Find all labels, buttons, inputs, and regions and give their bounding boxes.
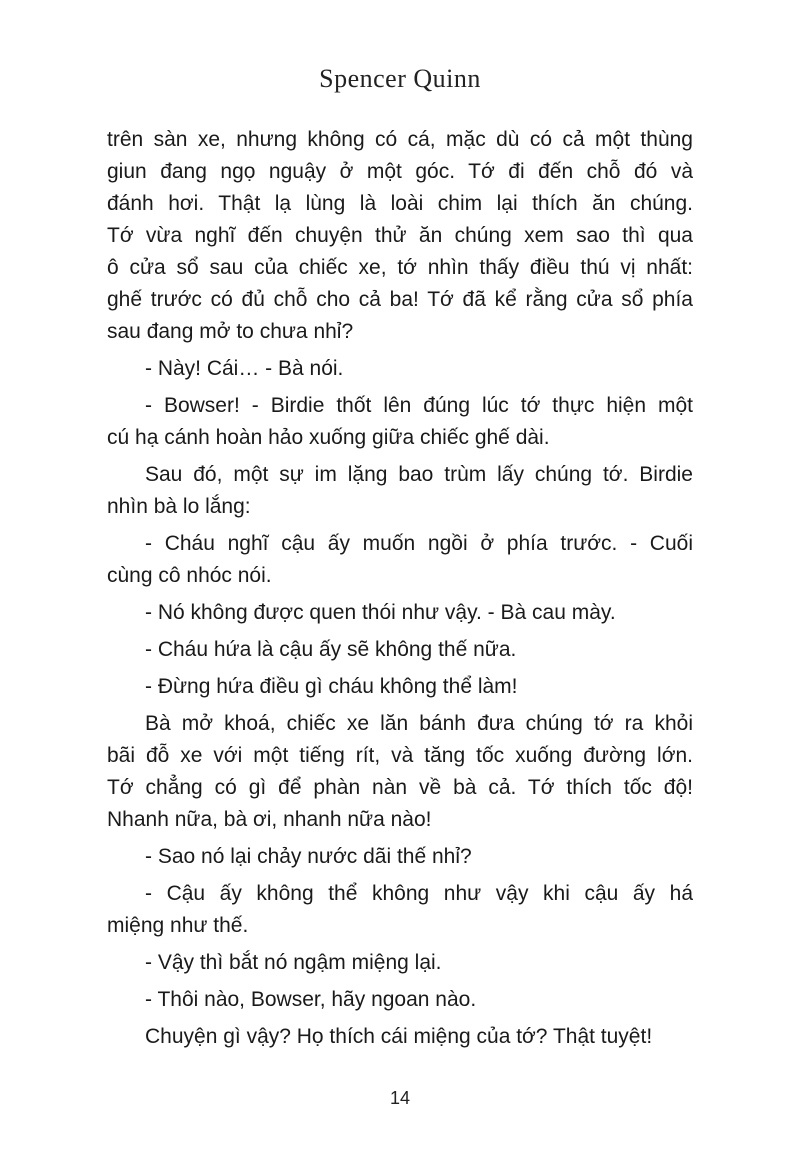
text-line: - Vậy thì bắt nó ngậm miệng lại. — [145, 951, 442, 974]
text-line: - Đừng hứa điều gì cháu không thể làm! — [145, 675, 518, 698]
text-line: Tớ chẳng có gì để phàn nàn về bà cả. Tớ thích tốc độ! — [107, 776, 693, 799]
text-line: - Thôi nào, Bowser, hãy ngoan nào. — [145, 988, 477, 1011]
text-line: miệng như thế. — [107, 914, 249, 937]
text-line: nhìn bà lo lắng: — [107, 495, 251, 518]
paragraph — [107, 947, 693, 979]
text-line: Tớ vừa nghĩ đến chuyện thử ăn chúng xem sao thì qua — [107, 224, 693, 247]
text-line: ô cửa sổ sau của chiếc xe, tớ nhìn thấy điều thú vị nhất: — [107, 256, 693, 279]
paragraph — [107, 390, 693, 454]
text-line: cùng cô nhóc nói. — [107, 564, 272, 587]
text-line: giun đang ngọ nguậy ở một góc. Tớ đi đến chỗ đó và — [107, 160, 693, 183]
text-line: ghế trước có đủ chỗ cho cả ba! Tớ đã kể rằng cửa sổ phía — [107, 288, 693, 311]
paragraph — [107, 353, 693, 385]
text-line: - Cháu nghĩ cậu ấy muốn ngồi ở phía trước. - Cuối — [145, 532, 693, 555]
text-line: cú hạ cánh hoàn hảo xuống giữa chiếc ghế dài. — [107, 426, 550, 449]
paragraph — [107, 528, 693, 592]
text-line: Sau đó, một sự im lặng bao trùm lấy chúng tớ. Birdie — [145, 463, 693, 486]
paragraph — [107, 708, 693, 836]
paragraph — [107, 878, 693, 942]
text-line: Bà mở khoá, chiếc xe lăn bánh đưa chúng tớ ra khỏi — [145, 712, 693, 735]
paragraph — [107, 634, 693, 666]
text-line: sau đang mở to chưa nhỉ? — [107, 320, 354, 343]
paragraph — [107, 841, 693, 873]
paragraph — [107, 671, 693, 703]
body-text — [107, 124, 693, 1058]
text-line: - Cháu hứa là cậu ấy sẽ không thế nữa. — [145, 638, 517, 661]
text-line: - Sao nó lại chảy nước dãi thế nhỉ? — [145, 845, 472, 868]
running-header: Spencer Quinn — [319, 64, 481, 93]
text-line: đánh hơi. Thật lạ lùng là loài chim lại thích ăn chúng. — [107, 192, 693, 215]
paragraph — [107, 124, 693, 348]
text-line: - Bowser! - Birdie thốt lên đúng lúc tớ thực hiện một — [145, 394, 693, 417]
text-line: Nhanh nữa, bà ơi, nhanh nữa nào! — [107, 808, 432, 831]
text-line: - Nó không được quen thói như vậy. - Bà cau mày. — [145, 601, 616, 624]
text-line: Chuyện gì vậy? Họ thích cái miệng của tớ? Thật tuyệt! — [145, 1025, 653, 1048]
paragraph — [107, 984, 693, 1016]
paragraph — [107, 1021, 693, 1053]
paragraph — [107, 597, 693, 629]
page-number: 14 — [389, 1088, 411, 1108]
text-line: - Này! Cái… - Bà nói. — [145, 357, 344, 380]
paragraph — [107, 459, 693, 523]
text-line: bãi đỗ xe với một tiếng rít, và tăng tốc xuống đường lớn. — [107, 744, 693, 767]
text-line: trên sàn xe, nhưng không có cá, mặc dù có cả một thùng — [107, 128, 693, 151]
text-line: - Cậu ấy không thể không như vậy khi cậu ấy há — [145, 882, 693, 905]
